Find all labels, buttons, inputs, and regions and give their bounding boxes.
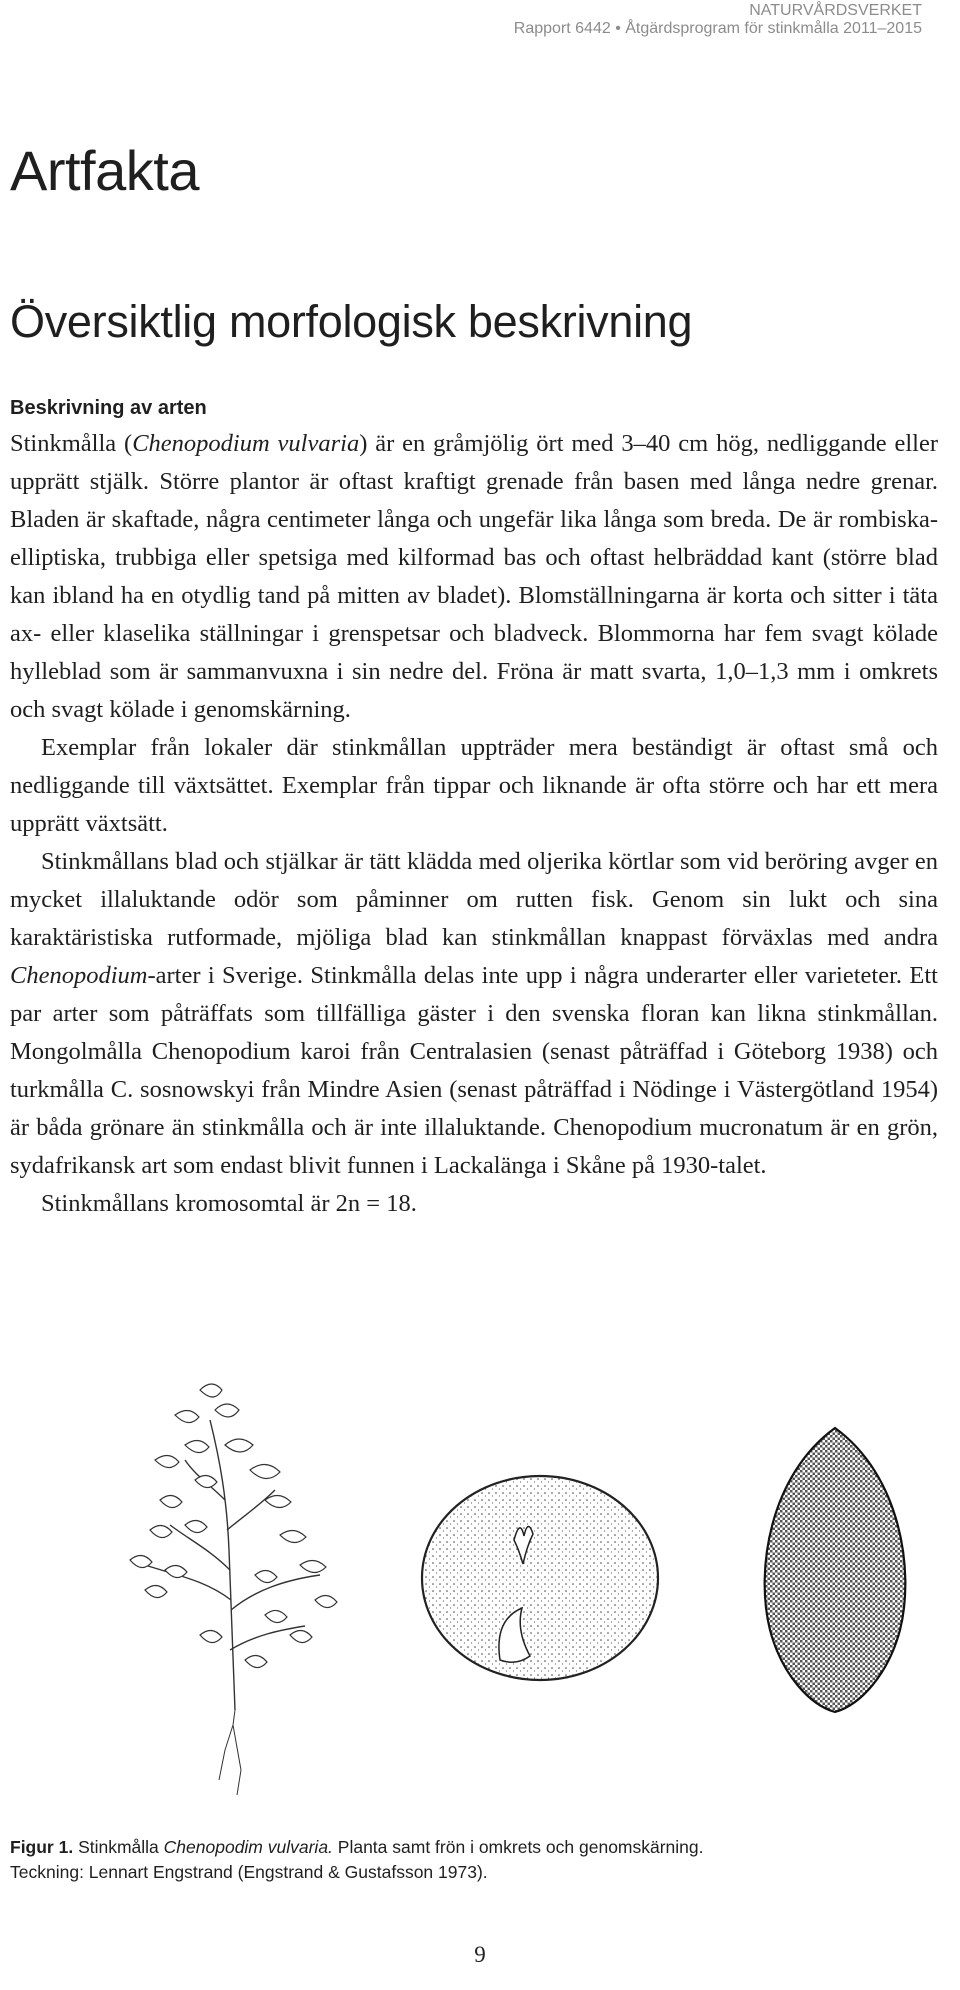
page-number: 9 — [474, 1942, 486, 1967]
species-name: Chenopodium vulvaria — [132, 430, 360, 457]
paragraph-2: Exemplar från lokaler där stinkmållan uppträder mera beständigt är oftast små och nedliggande till växtsättet. Exemplar från tippar och liknande är ofta större och har ett mera upprätt växtsätt. — [10, 734, 938, 837]
page-title: Artfakta — [10, 139, 199, 202]
figure-illustration — [0, 1350, 960, 1820]
caption-species: Chenopodim vulvaria. — [163, 1837, 333, 1857]
section-heading: Beskrivning av arten — [10, 397, 207, 419]
figure-caption — [10, 1835, 940, 1885]
seed-outline-drawing — [410, 1470, 670, 1690]
page-header — [514, 2, 922, 38]
genus-name: Chenopodium — [10, 962, 148, 989]
header-org: NATURVÅRDSVERKET — [749, 2, 922, 19]
caption-line: Figur 1. Stinkmålla Chenopodim vulvaria. Planta samt frön i omkrets och genomskärning. — [10, 1837, 704, 1857]
plant-drawing — [115, 1350, 365, 1810]
section-title: Översiktlig morfologisk beskrivning — [10, 296, 693, 347]
paragraph-3: Stinkmållans blad och stjälkar är tätt klädda med oljerika körtlar som vid beröring avger en mycket illaluktande odör som påminner om rutten fisk. Genom sin lukt och sina karaktäristiska rutformade, mjöliga blad kan stinkmållan knappast förväxlas med andra Chenopodium-arter i Sverige. Stinkmålla delas inte upp i några underarter eller varieteter. Ett par arter som påträffats som tillfälliga gäster i den svenska floran kan likna stinkmållan. Mongolmålla Chenopodium karoi från Centralasien (senast påträffad i Göteborg 1938) och turkmålla C. sosnowskyi från Mindre Asien (senast påträffad i Nödinge i Västergötland 1954) är båda grönare än stinkmålla och är inte illaluktande. Chenopodium mucronatum är en grön, sydafrikansk art som endast blivit funnen i Lackalänga i Skåne på 1930-talet. — [10, 848, 938, 1179]
paragraph-1: Stinkmålla (Chenopodium vulvaria) är en gråmjölig ört med 3–40 cm hög, nedliggande eller upprätt stjälk. Större plantor är oftast kraftigt grenade från basen med långa nedre grenar. Bladen är skaftade, några centimeter långa och ungefär lika långa som breda. De är rombiska-elliptiska, trubbiga eller spetsiga med kilformad bas och oftast helbräddad kant (större blad kan ibland ha en otydlig tand på mitten av bladet). Blomställningarna är korta och sitter i täta ax- eller klaselika ställningar i grenspetsar och bladveck. Blommorna har fem svagt kölade hylleblad som är sammanvuxna i sin nedre del. Fröna är matt svarta, 1,0–1,3 mm i omkrets och svagt kölade i genomskärning. — [10, 430, 938, 723]
body-text — [10, 393, 938, 1223]
seed-section-drawing — [750, 1420, 920, 1720]
header-report: Rapport 6442 • Åtgärdsprogram för stinkmålla 2011–2015 — [513, 20, 922, 37]
figure-label: Figur 1. — [10, 1837, 74, 1857]
paragraph-4: Stinkmållans kromosomtal är 2n = 18. — [41, 1190, 417, 1217]
figure-credit: Teckning: Lennart Engstrand (Engstrand & Gustafsson 1973). — [10, 1862, 488, 1882]
